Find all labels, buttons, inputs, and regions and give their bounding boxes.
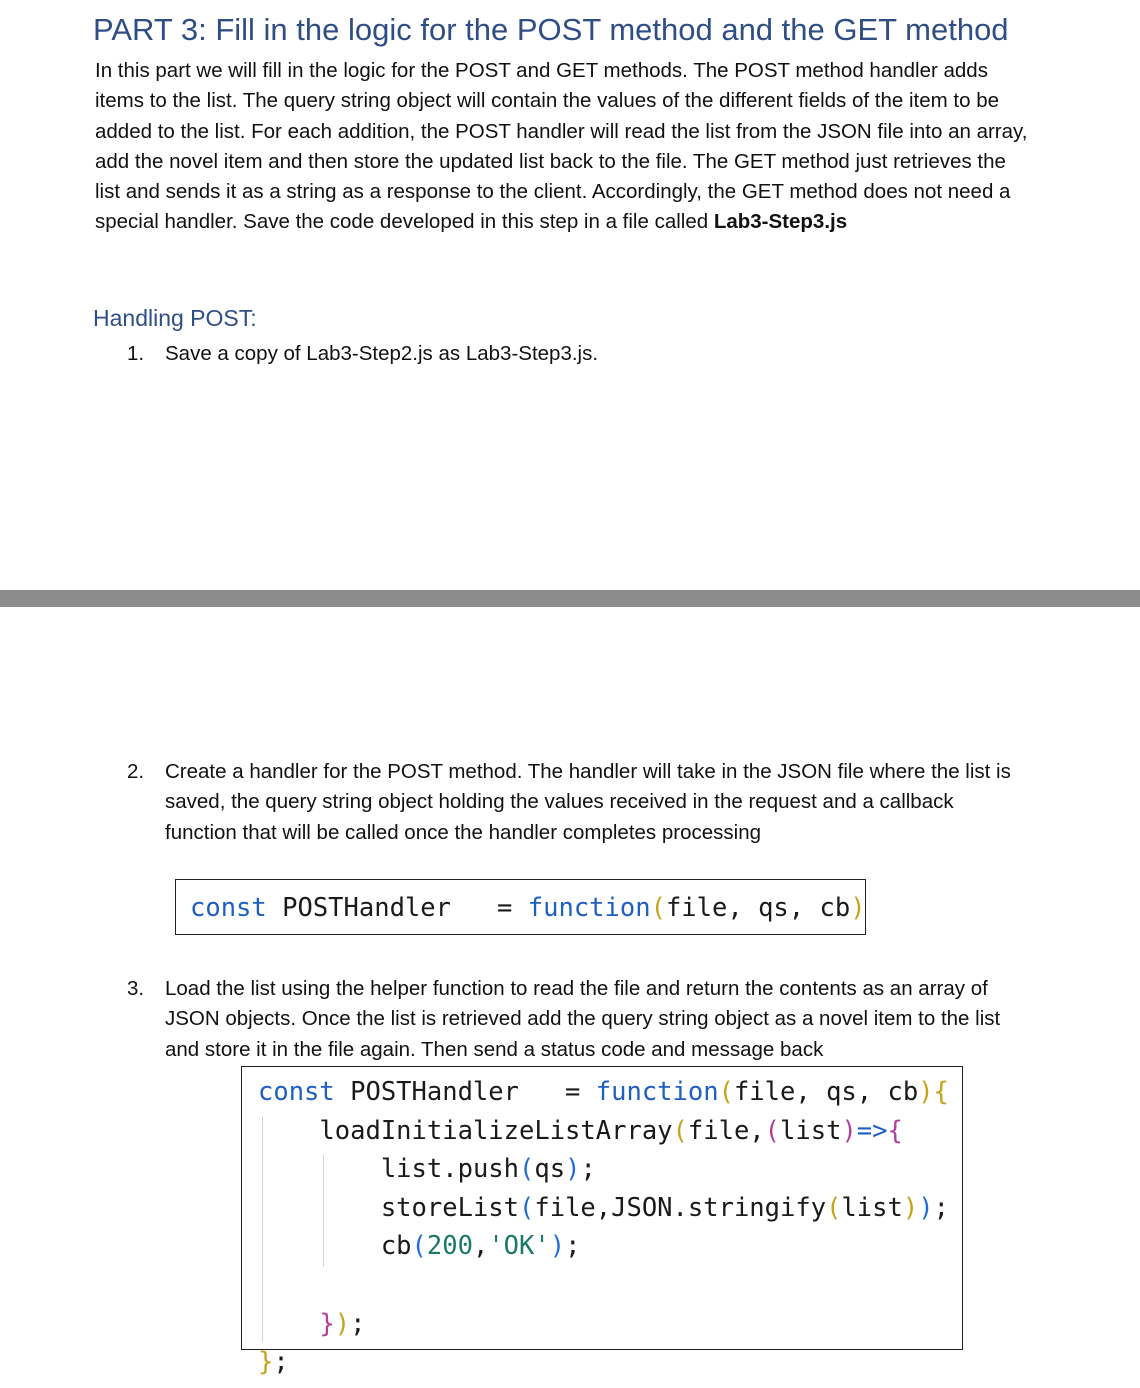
- handling-post-heading: Handling POST:: [93, 305, 257, 331]
- code-snippet-post-handler-signature: [175, 879, 866, 935]
- page-break-divider: [0, 590, 1140, 607]
- step-3-text: Load the list using the helper function to read the file and return the contents as an array of JSON objects. Once the list is retrieved add the query string object as a novel item to the list and store it in the file again. Then send a status code and message back: [165, 977, 1001, 1061]
- step-3: [127, 974, 1025, 1065]
- intro-text: In this part we will fill in the logic for the POST and GET methods. The POST method handler adds items to the list. The query string object will contain the values of the different fields of the item to be added to the list. For each addition, the POST handler will read the list from the JSON file into an array, add the novel item and then store the updated list back to the file. The GET method just retrieves the list and sends it as a string as a response to the client. Accordingly, the GET method does not need a special handler. Save the code developed in this step in a file called: [95, 59, 1028, 234]
- code-line-signature: const POSTHandler = function(file, qs, cb): [190, 893, 866, 923]
- code-block: const POSTHandler = function(file, qs, cb){ loadInitializeListArray(file,(list)=>{ list.push(qs); storeList(file,JSON.stringify(list)); cb(200,'OK'); }); };: [258, 1077, 949, 1378]
- step-2-number: 2.: [127, 760, 145, 783]
- code-snippet-post-handler-body: [241, 1066, 963, 1378]
- intro-paragraph: [95, 56, 1030, 238]
- step-3-number: 3.: [127, 977, 145, 1000]
- step-2: [127, 757, 1025, 848]
- step-2-text: Create a handler for the POST method. The handler will take in the JSON file where the list is saved, the query string object holding the values received in the request and a callback function that will be called once the handler completes processing: [165, 760, 1011, 844]
- page-heading: PART 3: Fill in the logic for the POST method and the GET method: [93, 12, 1009, 47]
- step-1-number: 1.: [127, 342, 145, 365]
- intro-filename: Lab3-Step3.js: [713, 210, 848, 234]
- step-1: [127, 339, 599, 369]
- step-1-text: Save a copy of Lab3-Step2.js as Lab3-Step3.js.: [165, 342, 599, 365]
